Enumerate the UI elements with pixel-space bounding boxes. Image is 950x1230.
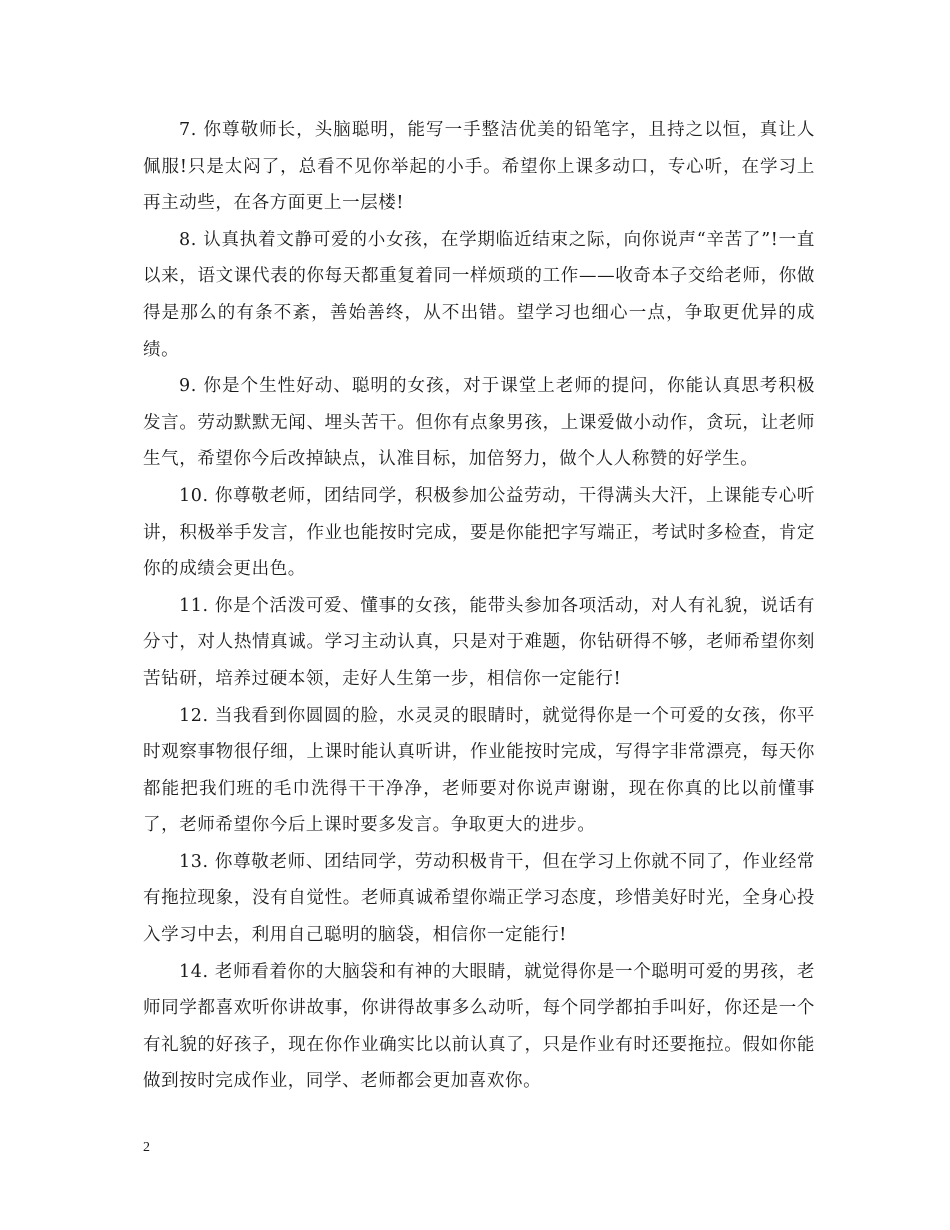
comment-paragraph-8: 8. 认真执着文静可爱的小女孩，在学期临近结束之际，向你说声“辛苦了”!一直以来，语文课代表的你每天都重复着同一样烦琐的工作——收奇本子交给老师，你做得是那么的有条不紊，善始善终，从不出错。望学习也细心一点，争取更优异的成绩。 (143, 229, 815, 360)
comment-paragraph-10: 10. 你尊敬老师，团结同学，积极参加公益劳动，干得满头大汗，上课能专心听讲，积极举手发言，作业也能按时完成，要是你能把字写端正，考试时多检查，肯定你的成绩会更出色。 (143, 485, 815, 580)
comment-paragraph-12: 12. 当我看到你圆圆的脸，水灵灵的眼睛时，就觉得你是一个可爱的女孩，你平时观察事物很仔细，上课时能认真听讲，作业能按时完成，写得字非常漂亮，每天你都能把我们班的毛巾洗得干干净净，老师要对你说声谢谢，现在你真的比以前懂事了，老师希望你今后上课时要多发言。争取更大的进步。 (143, 705, 815, 836)
body-text (143, 112, 815, 1100)
comment-paragraph-11: 11. 你是个活泼可爱、懂事的女孩，能带头参加各项活动，对人有礼貌，说话有分寸，对人热情真诚。学习主动认真，只是对于难题，你钻研得不够，老师希望你刻苦钻研，培养过硬本领，走好人生第一步，相信你一定能行! (143, 595, 815, 689)
comment-paragraph-9: 9. 你是个生性好动、聪明的女孩，对于课堂上老师的提问，你能认真思考积极发言。劳动默默无闻、埋头苦干。但你有点象男孩，上课爱做小动作，贪玩，让老师生气，希望你今后改掉缺点，认准目标，加倍努力，做个人人称赞的好学生。 (143, 376, 815, 470)
comment-paragraph-13: 13. 你尊敬老师、团结同学，劳动积极肯干，但在学习上你就不同了，作业经常有拖拉现象，没有自觉性。老师真诚希望你端正学习态度，珍惜美好时光，全身心投入学习中去，利用自己聪明的脑袋，相信你一定能行! (143, 851, 815, 946)
comment-paragraph-14: 14. 老师看着你的大脑袋和有神的大眼睛，就觉得你是一个聪明可爱的男孩，老师同学都喜欢听你讲故事，你讲得故事多么动听，每个同学都拍手叫好，你还是一个有礼貌的好孩子，现在你作业确实比以前认真了，只是作业有时还要拖拉。假如你能做到按时完成作业，同学、老师都会更加喜欢你。 (143, 961, 815, 1092)
page-number: 2 (143, 1140, 150, 1155)
comment-paragraph-7: 7. 你尊敬师长，头脑聪明，能写一手整洁优美的铅笔字，且持之以恒，真让人佩服!只是太闷了，总看不见你举起的小手。希望你上课多动口，专心听，在学习上再主动些，在各方面更上一层楼! (143, 120, 815, 214)
